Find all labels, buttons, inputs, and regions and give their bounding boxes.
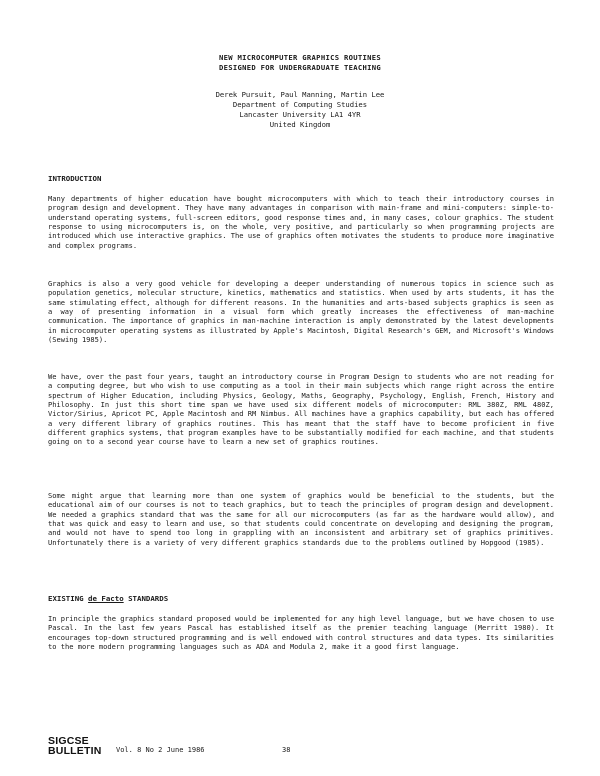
heading-prefix: EXISTING [48, 594, 89, 603]
existing-paragraph-1: In principle the graphics standard proposed would be implemented for any high level language, but we have chosen to use Pascal. In the last few years Pascal has established itself as the premier teaching language (Merritt 1980). It encourages top-down structured programming and is well endowed with control structures and data types. Its similarities to the more modern programming languages such as ADA and Modula 2, make it a good first language. [48, 614, 554, 652]
author-country: United Kingdom [269, 120, 331, 129]
section-heading-introduction: INTRODUCTION [48, 174, 102, 183]
intro-paragraph-3: We have, over the past four years, taught an introductory course in Program Design to students who are not reading for a computing degree, but who wish to use computing as a tool in their main subjects which range right across the entire spectrum of Higher Education, including Physics, Geology, Maths, Geography, Psychology, English, French, History and Philosophy. In just this short time span we have used six different models of microcomputer: RML 380Z, RML 480Z, Victor/Sirius, Apricot PC, Apple Macintosh and RM Nimbus. All machines have a graphics capability, but each has offered a very different library of graphics routines. This has meant that the staff have to become proficient in five different graphics systems, that program examples have to be substantially modified for each machine, and that students going on to a second year course have to learn a new set of graphics routines. [48, 372, 554, 447]
sigcse-logo [48, 736, 102, 756]
author-department: Department of Computing Studies [232, 100, 368, 109]
intro-paragraph-1: Many departments of higher education have bought microcomputers with which to teach their introductory courses in program design and development. They have many advantages in comparison with main-frame and mini-computers: simple-to-understand operating systems, full-screen editors, good response times and, in many cases, colour graphics. The student response to using microcomputers is, on the whole, very positive, and particularly so when programming projects are introduced which use interactive graphics. The use of graphics often motivates the students to produce more imaginative and complex programs. [48, 194, 554, 250]
section-heading-existing-standards [48, 594, 168, 603]
heading-de-facto: de Facto [88, 594, 124, 603]
author-university: Lancaster University LA1 4YR [239, 110, 361, 119]
paper-title-line-2: DESIGNED FOR UNDERGRADUATE TEACHING [219, 63, 381, 72]
author-names: Derek Pursuit, Paul Manning, Martin Lee [215, 90, 385, 99]
heading-suffix: STANDARDS [123, 594, 169, 603]
issue-info: Vol. 8 No 2 June 1986 [116, 746, 205, 754]
logo-line-sigcse: SIGCSE [48, 735, 89, 747]
logo-line-bulletin: BULLETIN [48, 745, 102, 757]
paper-title-line-1: NEW MICROCOMPUTER GRAPHICS ROUTINES [219, 53, 381, 62]
intro-paragraph-4: Some might argue that learning more than one system of graphics would be beneficial to the students, but the educational aim of our courses is not to teach graphics, but to teach the principles of program design and development. We needed a graphics standard that was the same for all our microcomputers (as far as the hardware would allow), and that was quick and easy to learn and use, so that students could concentrate on developing and designing the program, and would not have to spend too long in grappling with an inconsistent and arbitrary set of graphics primitives. Unfortunately there is a variety of very different graphics standards due to the problems outlined by Hopgood (1985). [48, 491, 554, 547]
page-number: 38 [282, 746, 291, 754]
intro-paragraph-2: Graphics is also a very good vehicle for developing a deeper understanding of numerous topics in science such as population genetics, molecular structure, kinetics, mathematics and statistics. When used by arts students, it has the same stimulating effect, although for different reasons. In the humanities and arts-based subjects graphics is seen as a way of presenting information in a visual form which greatly increases the effectiveness of man-machine communication. The importance of graphics in man-machine interaction is amply demonstrated by the latest developments in microcomputer operating systems as illustrated by Apple's Macintosh, Digital Research's GEM, and Microsoft's Windows (Sewing 1985). [48, 279, 554, 345]
